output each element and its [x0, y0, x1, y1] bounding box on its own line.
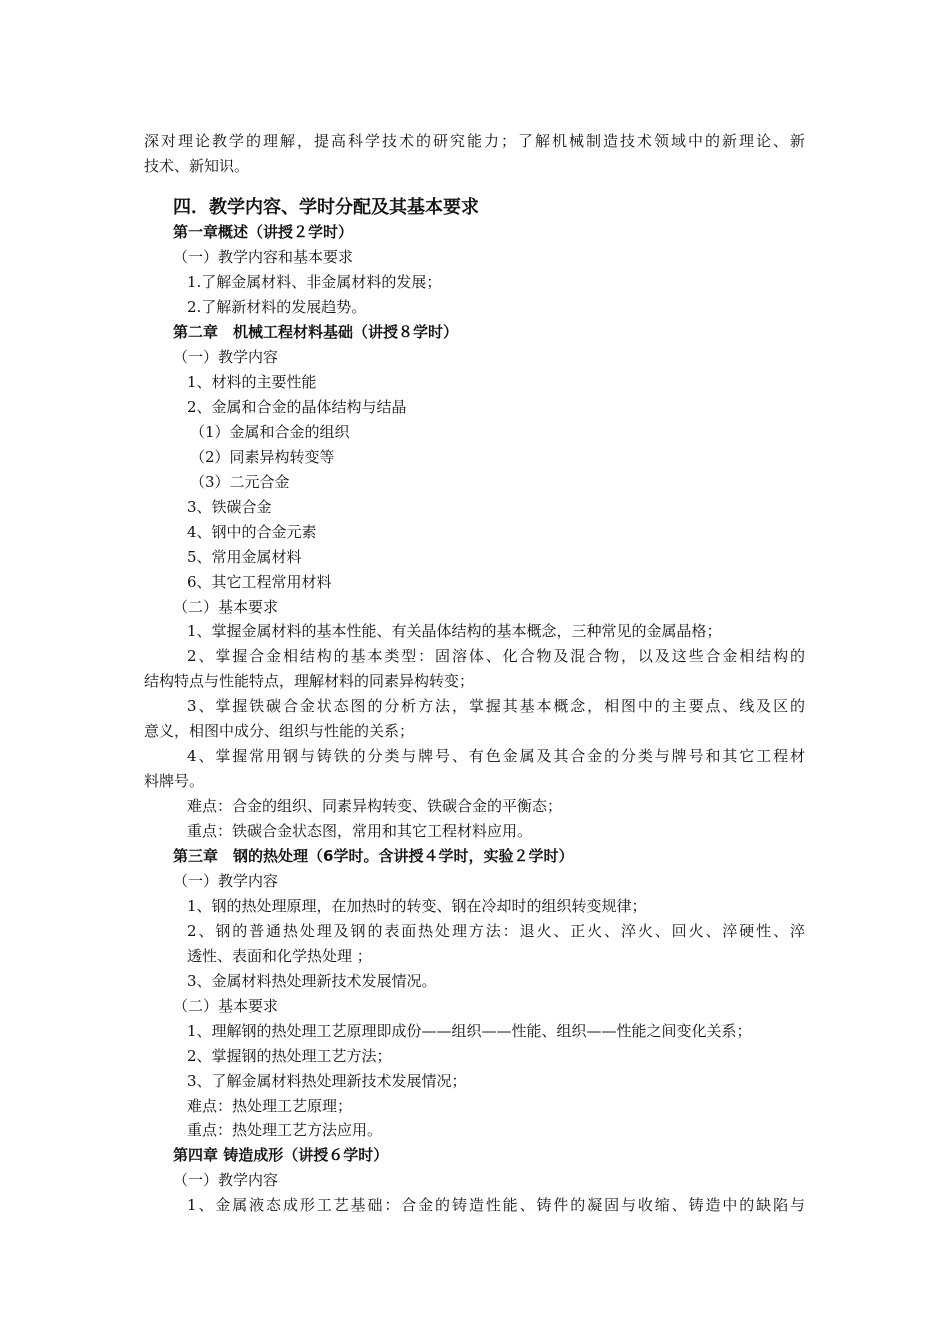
list-item: 1、理解钢的热处理工艺原理即成份——组织——性能、组织——性能之间变化关系； [187, 1022, 752, 1040]
difficulty-note: 难点：合金的组织、同素异构转变、铁碳合金的平衡态； [187, 797, 563, 815]
list-item: 1.了解金属材料、非金属材料的发展； [187, 273, 442, 291]
list-item: 3、铁碳合金 [187, 498, 272, 516]
list-item-continued: 意义，相图中成分、组织与性能的关系； [144, 722, 415, 740]
sub-heading: （二）基本要求 [173, 997, 279, 1015]
list-item: 2、钢的普通热处理及钢的表面热处理方法：退火、正火、淬火、回火、淬硬性、淬 [187, 922, 805, 940]
difficulty-note: 难点：热处理工艺原理； [187, 1097, 353, 1115]
key-point-note: 重点：铁碳合金状态图，常用和其它工程材料应用。 [187, 822, 533, 840]
sub-heading: （一）教学内容和基本要求 [173, 248, 354, 266]
list-item: （1）金属和合金的组织 [190, 423, 350, 441]
intro-line-2: 技术、新知识。 [144, 157, 250, 175]
list-item: 3、掌握铁碳合金状态图的分析方法，掌握其基本概念，相图中的主要点、线及区的 [187, 697, 805, 715]
list-item: 1、掌握金属材料的基本性能、有关晶体结构的基本概念，三种常见的金属晶格； [187, 622, 722, 640]
list-item: 6、其它工程常用材料 [187, 573, 332, 591]
chapter-title: 第三章 钢的热处理（6学时。含讲授４学时，实验２学时） [173, 847, 574, 865]
sub-heading: （一）教学内容 [173, 348, 279, 366]
list-item: 3、金属材料热处理新技术发展情况。 [187, 972, 437, 990]
list-item-continued: 透性、表面和化学热处理 ； [187, 947, 372, 965]
list-item: 2.了解新材料的发展趋势。 [187, 298, 367, 316]
chapter-title: 第四章 铸造成形（讲授６学时） [173, 1146, 389, 1164]
list-item: （2）同素异构转变等 [190, 448, 335, 466]
list-item: 1、钢的热处理原理，在加热时的转变、钢在冷却时的组织转变规律； [187, 897, 647, 915]
list-item: 5、常用金属材料 [187, 548, 302, 566]
list-item: 1、金属液态成形工艺基础：合金的铸造性能、铸件的凝固与收缩、铸造中的缺陷与 [187, 1196, 805, 1214]
chapter-title: 第一章概述（讲授２学时） [173, 223, 354, 241]
list-item: 4、掌握常用钢与铸铁的分类与牌号、有色金属及其合金的分类与牌号和其它工程材 [187, 747, 805, 765]
list-item: 2、金属和合金的晶体结构与结晶 [187, 398, 407, 416]
list-item: 2、掌握钢的热处理工艺方法； [187, 1047, 392, 1065]
list-item-continued: 结构特点与性能特点，理解材料的同素异构转变； [144, 672, 475, 690]
list-item-continued: 料牌号。 [144, 772, 205, 790]
list-item: 4、钢中的合金元素 [187, 523, 317, 541]
list-item: 3、了解金属材料热处理新技术发展情况； [187, 1072, 467, 1090]
list-item: （3）二元合金 [190, 473, 290, 491]
list-item: 1、材料的主要性能 [187, 373, 317, 391]
chapter-title: 第二章 机械工程材料基础（讲授８学时） [173, 323, 459, 341]
list-item: 2、掌握合金相结构的基本类型：固溶体、化合物及混合物，以及这些合金相结构的 [187, 647, 805, 665]
sub-heading: （一）教学内容 [173, 1171, 279, 1189]
key-point-note: 重点：热处理工艺方法应用。 [187, 1121, 383, 1139]
sub-heading: （二）基本要求 [173, 598, 279, 616]
intro-line-1: 深对理论教学的理解，提高科学技术的研究能力；了解机械制造技术领域中的新理论、新 [144, 132, 805, 150]
sub-heading: （一）教学内容 [173, 872, 279, 890]
section-heading: 四．教学内容、学时分配及其基本要求 [173, 197, 479, 218]
